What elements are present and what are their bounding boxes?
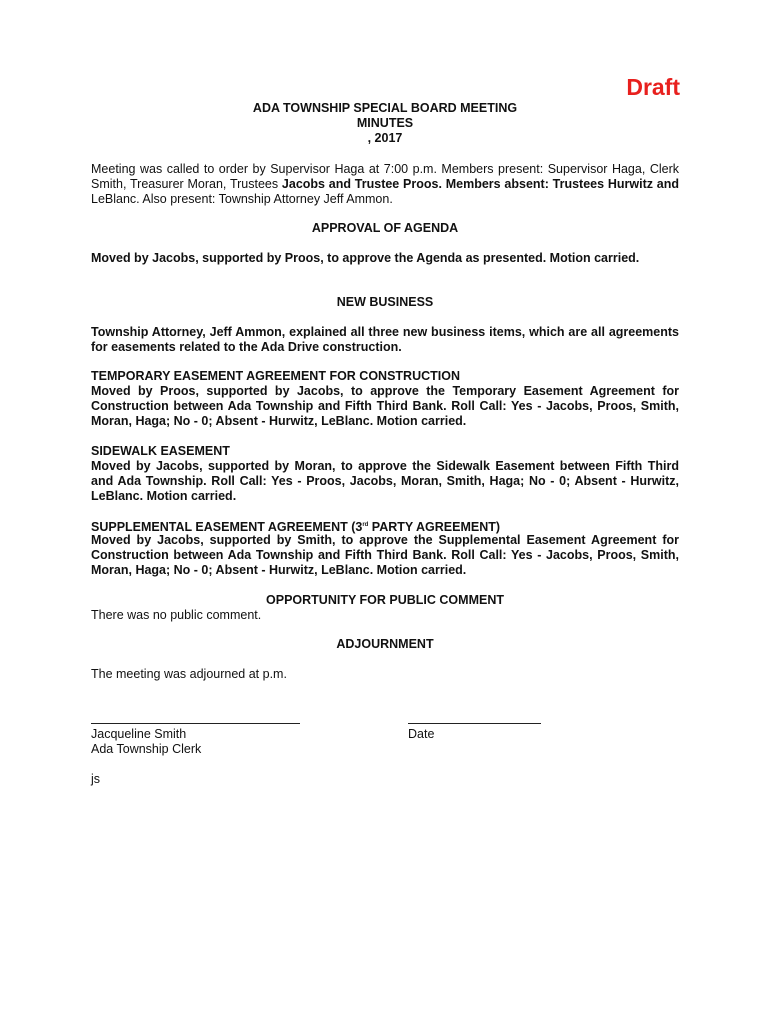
- header-title: ADA TOWNSHIP SPECIAL BOARD MEETING: [252, 101, 518, 115]
- intro-paragraph: [91, 162, 679, 207]
- draft-watermark: Draft: [626, 74, 680, 100]
- clerk-name: Jacqueline Smith: [91, 727, 187, 741]
- date-label: Date: [408, 727, 435, 741]
- intro-text-1: Meeting was called to order by Supervisor Haga at 7:00 p.m. Members present: Supervisor Haga, Clerk Smith, Treasurer Moran, Trustees: [91, 162, 679, 191]
- supplemental-heading-b: PARTY AGREEMENT): [368, 520, 501, 535]
- temporary-easement-heading: TEMPORARY EASEMENT AGREEMENT FOR CONSTRUCTION: [91, 369, 460, 383]
- new-business-text: Township Attorney, Jeff Ammon, explained all three new business items, which are all agreements for easements related to the Ada Drive construction.: [91, 325, 679, 354]
- new-business-heading: NEW BUSINESS: [336, 295, 434, 309]
- header-date: , 2017: [367, 131, 403, 145]
- document-header: [0, 101, 770, 146]
- intro-text-3: LeBlanc. Also present: Township Attorney Jeff Ammon.: [91, 192, 393, 206]
- adjournment-heading: ADJOURNMENT: [336, 637, 434, 651]
- date-signature-line: [408, 723, 541, 724]
- sidewalk-easement-heading: SIDEWALK EASEMENT: [91, 444, 230, 458]
- supplemental-easement-text: Moved by Jacobs, supported by Smith, to approve the Supplemental Easement Agreement for Construction between Ada Township and Fifth Third Bank. Roll Call: Yes - Jacobs, Proos, Smith, Moran, Haga; No - 0; Absent - Hurwitz, LeBlanc. Motion carried.: [91, 533, 679, 577]
- public-comment-text: There was no public comment.: [91, 608, 262, 622]
- adjournment-text: The meeting was adjourned at p.m.: [91, 667, 287, 681]
- approval-text: Moved by Jacobs, supported by Proos, to approve the Agenda as presented. Motion carried.: [91, 251, 640, 265]
- supplemental-heading-a: SUPPLEMENTAL EASEMENT AGREEMENT (3: [91, 520, 363, 535]
- sidewalk-easement-text: Moved by Jacobs, supported by Moran, to approve the Sidewalk Easement between Fifth Third and Ada Township. Roll Call: Yes - Proos, Jacobs, Moran, Smith, Haga; No - 0; Absent - Hurwitz, LeBlanc. Motion carried.: [91, 459, 679, 503]
- supplemental-heading-sup: rd: [362, 522, 369, 528]
- temporary-easement-text: Moved by Proos, supported by Jacobs, to approve the Temporary Easement Agreement for Construction between Ada Township and Fifth Third Bank. Roll Call: Yes - Jacobs, Proos, Smith, Moran, Haga; No - 0; Absent - Hurwitz, LeBlanc. Motion carried.: [91, 384, 679, 428]
- approval-heading: APPROVAL OF AGENDA: [311, 221, 459, 235]
- intro-text-bold: Jacobs and Trustee Proos. Members absent: Trustees Hurwitz and: [281, 177, 679, 191]
- header-minutes: MINUTES: [356, 116, 414, 130]
- clerk-title: Ada Township Clerk: [91, 742, 202, 756]
- clerk-signature-line: [91, 723, 300, 724]
- initials: js: [91, 772, 101, 786]
- public-comment-heading: OPPORTUNITY FOR PUBLIC COMMENT: [266, 593, 504, 607]
